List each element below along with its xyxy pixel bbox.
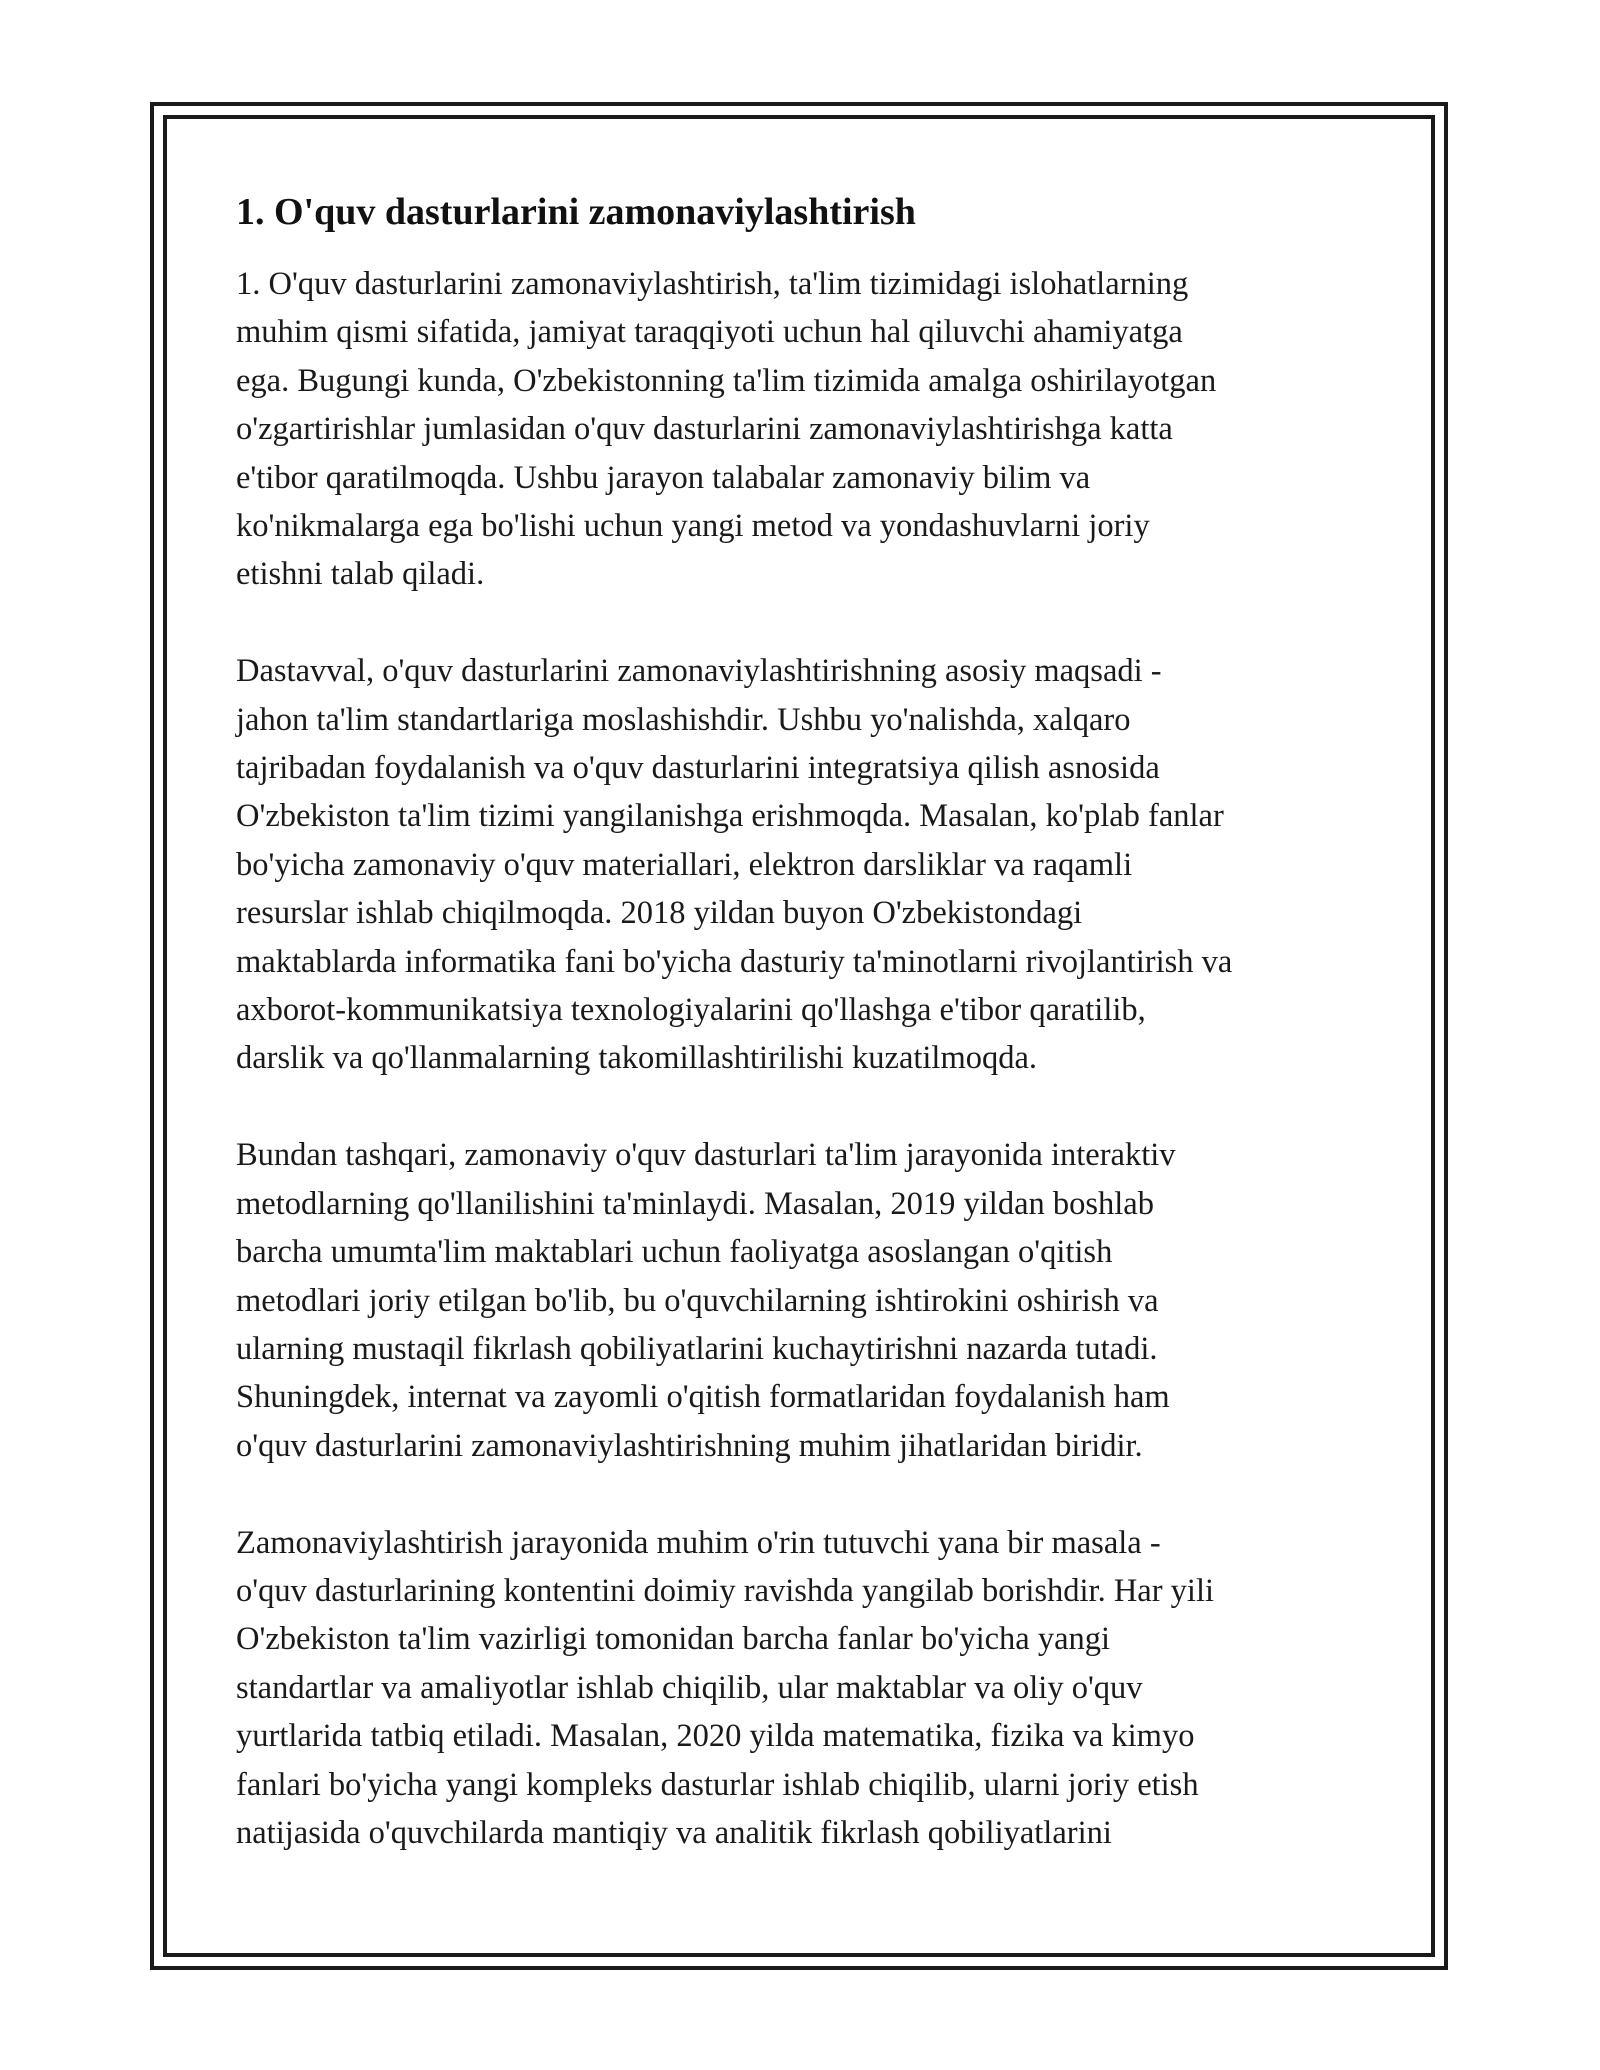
text-line: O'zbekiston ta'lim vazirligi tomonidan barcha fanlar bo'yicha yangi [236,1621,1111,1658]
text-line: o'zgartirishlar jumlasidan o'quv dasturlarini zamonaviylashtirishga katta [236,411,1173,448]
text-line: Zamonaviylashtirish jarayonida muhim o'rin tutuvchi yana bir masala - [236,1524,1161,1561]
text-line: jahon ta'lim standartlariga moslashishdir. Ushbu yo'nalishda, xalqaro [236,701,1131,738]
text-line: 1. O'quv dasturlarini zamonaviylashtirish, ta'lim tizimidagi islohatlarning [236,266,1189,302]
text-line: natijasida o'quvchilarda mantiqiy va analitik fikrlash qobiliyatlarini [236,1814,1112,1851]
paragraph-container [236,260,1366,1857]
text-line: metodlarning qo'llanilishini ta'minlaydi. Masalan, 2019 yildan boshlab [236,1185,1154,1222]
document-content [236,188,1366,1906]
text-line: o'quv dasturlarining kontentini doimiy ravishda yangilab borishdir. Har yili [236,1572,1214,1609]
text-line: standartlar va amaliyotlar ishlab chiqilib, ular maktablar va oliy o'quv [236,1669,1143,1706]
text-line: ularning mustaqil fikrlash qobiliyatlarini kuchaytirishni nazarda tutadi. [236,1330,1158,1367]
text-line: muhim qismi sifatida, jamiyat taraqqiyoti uchun hal qiluvchi ahamiyatga [236,314,1183,351]
text-line: darslik va qo'llanmalarning takomillashtirilishi kuzatilmoqda. [236,1040,1038,1077]
text-line: Shuningdek, internat va zayomli o'qitish formatlaridan foydalanish ham [236,1379,1170,1416]
text-line: fanlari bo'yicha yangi kompleks dasturlar ishlab chiqilib, ularni joriy etish [236,1766,1199,1803]
text-line: ko'nikmalarga ega bo'lishi uchun yangi metod va yondashuvlarni joriy [236,508,1150,545]
body-paragraph [236,260,1366,599]
text-line: tajribadan foydalanish va o'quv dasturlarini integratsiya qilish asnosida [236,750,1160,787]
text-line: maktablarda informatika fani bo'yicha dasturiy ta'minotlarni rivojlantirish va [236,943,1233,980]
text-line: Bundan tashqari, zamonaviy o'quv dasturlari ta'lim jarayonida interaktiv [236,1137,1176,1174]
body-paragraph [236,647,1366,1083]
text-line: metodlari joriy etilgan bo'lib, bu o'quvchilarning ishtirokini oshirish va [236,1282,1159,1319]
text-line: Dastavval, o'quv dasturlarini zamonaviylashtirishning asosiy maqsadi - [236,653,1162,690]
text-line: bo'yicha zamonaviy o'quv materiallari, elektron darsliklar va raqamli [236,846,1133,883]
text-line: etishni talab qiladi. [236,556,485,593]
text-line: barcha umumta'lim maktablari uchun faoliyatga asoslangan o'qitish [236,1234,1113,1271]
text-line: yurtlarida tatbiq etiladi. Masalan, 2020 yilda matematika, fizika va kimyo [236,1718,1195,1755]
text-line: e'tibor qaratilmoqda. Ushbu jarayon talabalar zamonaviy bilim va [236,459,1091,496]
section-heading: 1. O'quv dasturlarini zamonaviylashtirish [236,191,916,233]
text-line: resurslar ishlab chiqilmoqda. 2018 yildan buyon O'zbekistondagi [236,895,1083,932]
text-line: o'quv dasturlarini zamonaviylashtirishning muhim jihatlaridan biridir. [236,1427,1143,1464]
text-line: O'zbekiston ta'lim tizimi yangilanishga erishmoqda. Masalan, ko'plab fanlar [236,798,1224,835]
body-paragraph [236,1519,1366,1858]
text-line: axborot-kommunikatsiya texnologiyalarini qo'llashga e'tibor qaratilib, [236,992,1146,1029]
body-paragraph [236,1131,1366,1470]
text-line: ega. Bugungi kunda, O'zbekistonning ta'lim tizimida amalga oshirilayotgan [236,362,1217,399]
